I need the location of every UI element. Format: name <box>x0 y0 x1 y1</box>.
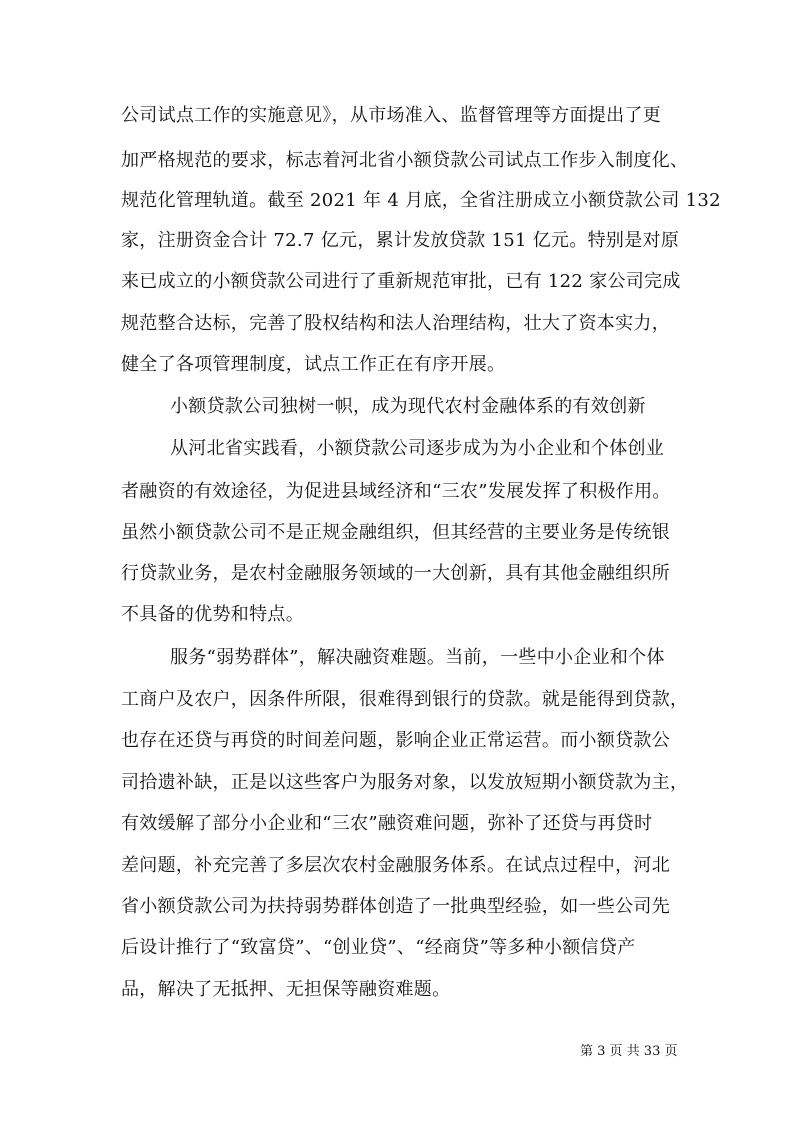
body-text-line: 来已成立的小额贷款公司进行了重新规范审批，已有 122 家公司完成 <box>121 271 681 292</box>
body-text-line: 品，解决了无抵押、无担保等融资难题。 <box>121 979 451 1000</box>
body-text-line: 差问题，补充完善了多层次农村金融服务体系。在试点过程中，河北 <box>121 855 670 876</box>
body-text-line: 有效缓解了部分小企业和“三农”融资难问题，弥补了还贷与再贷时 <box>121 813 653 834</box>
body-text-line: 省小额贷款公司为扶持弱势群体创造了一批典型经验，如一些公司先 <box>121 896 670 917</box>
section-heading: 小额贷款公司独树一帜，成为现代农村金融体系的有效创新 <box>170 396 646 417</box>
body-text-line: 加严格规范的要求，标志着河北省小额贷款公司试点工作步入制度化、 <box>121 150 689 171</box>
page-footer: 第 3 页 共 33 页 <box>580 1044 678 1059</box>
body-text-line: 工商户及农户，因条件所限，很难得到银行的贷款。就是能得到贷款， <box>121 689 689 710</box>
body-text-line: 从河北省实践看，小额贷款公司逐步成为为小企业和个体创业 <box>170 438 665 459</box>
body-text-line: 者融资的有效途径，为促进县域经济和“三农”发展发挥了积极作用。 <box>121 481 671 502</box>
body-text-line: 规范化管理轨道。截至 2021 年 4 月底，全省注册成立小额贷款公司 132 <box>121 190 721 211</box>
body-text-line: 服务“弱势群体”，解决融资难题。当前，一些中小企业和个体 <box>170 647 665 668</box>
body-text-line: 虽然小额贷款公司不是正规金融组织，但其经营的主要业务是传统银 <box>121 522 670 543</box>
body-text-line: 健全了各项管理制度，试点工作正在有序开展。 <box>121 354 506 375</box>
body-text-line: 后设计推行了“致富贷”、“创业贷”、“经商贷”等多种小额信贷产 <box>121 937 636 958</box>
body-text-line: 司拾遗补缺，正是以这些客户为服务对象，以发放短期小额贷款为主， <box>121 772 689 793</box>
body-text-line: 行贷款业务，是农村金融服务领域的一大创新，具有其他金融组织所 <box>121 563 670 584</box>
body-text-line: 家，注册资金合计 72.7 亿元，累计发放贷款 151 亿元。特别是对原 <box>121 230 680 251</box>
body-text-line: 也存在还贷与再贷的时间差问题，影响企业正常运营。而小额贷款公 <box>121 730 670 751</box>
body-text-line: 规范整合达标，完善了股权结构和法人治理结构，壮大了资本实力， <box>121 313 670 334</box>
body-text-line: 公司试点工作的实施意见》，从市场准入、监督管理等方面提出了更 <box>121 105 661 126</box>
body-text-line: 不具备的优势和特点。 <box>121 604 304 625</box>
